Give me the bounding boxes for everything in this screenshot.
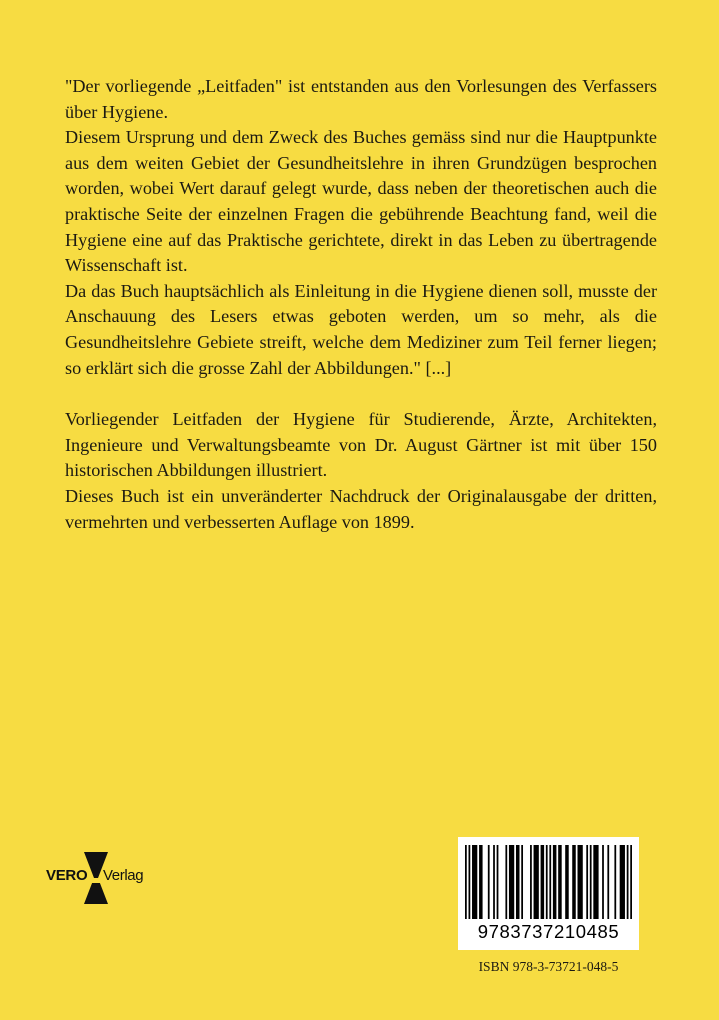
paragraph-spacer: [65, 381, 657, 407]
blurb-paragraph-reprint-note: Dieses Buch ist ein unveränderter Nachdruck der Originalausgabe der dritten, vermehrten und verbesserten Auflage von 1899.: [65, 485, 657, 532]
barcode-bar: [593, 845, 598, 919]
barcode-bar: [516, 845, 520, 919]
barcode-bar: [493, 845, 495, 919]
barcode-bar: [479, 845, 483, 919]
barcode-bar: [465, 845, 467, 919]
barcode-bar: [590, 845, 592, 919]
barcode-bar: [549, 845, 551, 919]
publisher-logo: [46, 852, 146, 904]
barcode-bar: [541, 845, 545, 919]
publisher-name-vero: VERO: [46, 867, 88, 884]
barcode-bar: [553, 845, 557, 919]
barcode-bar: [505, 845, 507, 919]
barcode-bar: [509, 845, 514, 919]
barcode-bar: [586, 845, 588, 919]
barcode-bar: [578, 845, 583, 919]
barcode-bar: [497, 845, 499, 919]
barcode-bar: [530, 845, 532, 919]
barcode-bar: [572, 845, 576, 919]
isbn-label: ISBN 978-3-73721-048-5: [478, 959, 619, 974]
blurb-paragraph-origin: Diesem Ursprung und dem Zweck des Buches gemäss sind nur die Hauptpunkte aus dem weiten Gebiet der Gesundheitslehre in ihren Grundzügen besprochen worden, wobei Wert darauf gelegt wurde, dass neben der theoretischen auch die praktische Seite der einzelnen Fragen die gebührende Beachtung fand, weil die Hygiene eine auf das Praktische gerichtete, direkt in das Leben zu übertragende Wissenschaft ist.: [65, 127, 657, 276]
barcode-bar: [558, 845, 562, 919]
barcode-bar: [546, 845, 548, 919]
barcode-bar: [620, 845, 625, 919]
barcode-bar: [472, 845, 477, 919]
barcode-bar: [614, 845, 616, 919]
barcode-bar: [630, 845, 632, 919]
publisher-name-verlag: Verlag: [103, 867, 144, 884]
blurb-text: [65, 74, 657, 535]
barcode-bar: [602, 845, 604, 919]
blurb-paragraph-quote-intro: "Der vorliegende „Leitfaden" ist entstanden aus den Vorlesungen des Verfassers über Hygiene.: [65, 76, 657, 122]
blurb-paragraph-description: Vorliegender Leitfaden der Hygiene für Studierende, Ärzte, Architekten, Ingenieure und Verwaltungsbeamte von Dr. August Gärtner ist mit über 150 historischen Abbildungen illustriert.: [65, 409, 657, 481]
barcode-bars: [465, 845, 632, 919]
barcode-bar: [521, 845, 523, 919]
barcode-bar: [627, 845, 629, 919]
barcode-bar: [488, 845, 490, 919]
barcode-bar: [607, 845, 609, 919]
barcode-bar: [565, 845, 569, 919]
blurb-paragraph-purpose: Da das Buch hauptsächlich als Einleitung in die Hygiene dienen soll, musste der Anschauung des Lesers etwas geboten werden, um so mehr, als die Gesundheitslehre Gebiete streift, welche dem Mediziner zum Teil ferner liegen; so erklärt sich die grosse Zahl der Abbildungen." [...]: [65, 280, 657, 378]
barcode-bar: [469, 845, 471, 919]
barcode: [458, 837, 639, 950]
barcode-bar: [534, 845, 539, 919]
barcode-digits: 9783737210485: [477, 921, 620, 942]
